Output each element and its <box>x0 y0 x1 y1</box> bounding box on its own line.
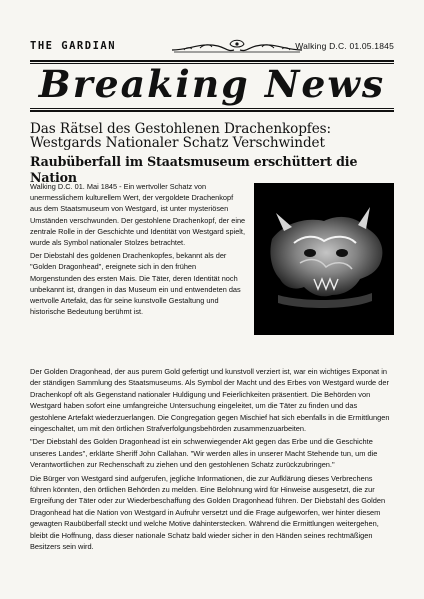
paragraph: Der Golden Dragonhead, der aus purem Gold gefertigt und kunstvoll verziert ist, war ein wichtiges Exponat in der ständigen Sammlung des Staatsmuseums. Als Symbol der Macht und des Erbes von Westgard wurde der Drachenkopf oft als Gegenstand nationaler Huldigung und Feierlichkeiten präsentiert. Die Behörden von Westgard haben sofort eine umfangreiche Untersuchung eingeleitet, um die Täter zu finden und das gestohlene Artefakt wiederzuerlangen. Die Congregation gegen Mischief hat sich ebenfalls in die Ermittlungen eingeschaltet, um mit den örtlichen Strafverfolgungsbehörden zusammenzuarbeiten. <box>30 367 390 434</box>
headline-line-1: Das Rätsel des Gestohlenen Drachenkopfes: <box>30 121 332 137</box>
paragraph: Der Diebstahl des goldenen Drachenkopfes, bekannt als der "Golden Dragonhead", ereignete sich in den frühen Morgenstunden des ersten Mais. Die Täter, deren Identität noch unbekannt ist, drangen in das Museum ein und entwendeten das wertvolle Artefakt, das für seine kunstvolle Gestaltung und historische Bedeutung berühmt ist. <box>30 251 241 317</box>
flourish-ornament-icon <box>170 38 304 56</box>
dragon-head-image <box>254 183 394 335</box>
article-subheadline: Raubüberfall im Staatsmuseum erschüttert die Nation <box>30 154 358 185</box>
masthead-dateline: Walking D.C. 01.05.1845 <box>295 41 394 51</box>
headline-line-2: Westgards Nationaler Schatz Verschwindet <box>30 135 325 151</box>
paragraph: "Der Diebstahl des Golden Dragonhead ist ein schwerwiegender Akt gegen das Erbe und die Geschichte unseres Landes", erklärte Sheriff John Callahan. "Wir werden alles in unserer Macht Stehende tun, um die Verantwortlichen zur Rechenschaft zu ziehen und den gestohlenen Schatz zurückzubringen." <box>30 437 378 470</box>
masthead-rule-bottom-thin <box>30 108 394 109</box>
paragraph: Die Bürger von Westgard sind aufgerufen, jegliche Informationen, die zur Aufklärung dieses Verbrechens führen könnten, den örtlichen Behörden zu melden. Eine Belohnung wird für Hinweise ausgesetzt, die zur Ergreifung der Täter oder zur Wiederbeschaffung des Golden Dragonhead führen. Der Diebstahl des Golden Dragonhead hat die Nation von Westgard in Aufruhr versetzt und die Frage aufgeworfen, wer hinter diesem gewagten Raubüberfall steckt und welche Motive dahinterstecken. Während die Ermittlungen weitergehen, bleibt die Hoffnung, dass dieser nationale Schatz bald wieder sicher in den Händen seines rechtmäßigen Besitzers sein wird. <box>30 473 386 552</box>
paper-name: THE GARDIAN <box>30 40 117 52</box>
article-column-left <box>30 181 246 319</box>
article-body-full-width <box>30 366 394 555</box>
masthead-top <box>30 38 394 58</box>
masthead-rule-bottom <box>30 110 394 112</box>
paragraph: Walking D.C. 01. Mai 1845 - Ein wertvoller Schatz von unermesslichem kulturellem Wert, der vergoldete Drachenkopf aus dem Staatsmuseum von Westgard, ist unter mysteriösen Umständen verschwunden. Der gestohlene Drachenkopf, der eine zentrale Rolle in der Geschichte und Identität von Westgard spielt, wurde als Symbol nationaler Stolzes betrachtet. <box>30 182 246 248</box>
page-title: Breaking News <box>38 62 386 106</box>
article-headline <box>30 122 396 150</box>
dragon-head-photo <box>254 183 394 335</box>
